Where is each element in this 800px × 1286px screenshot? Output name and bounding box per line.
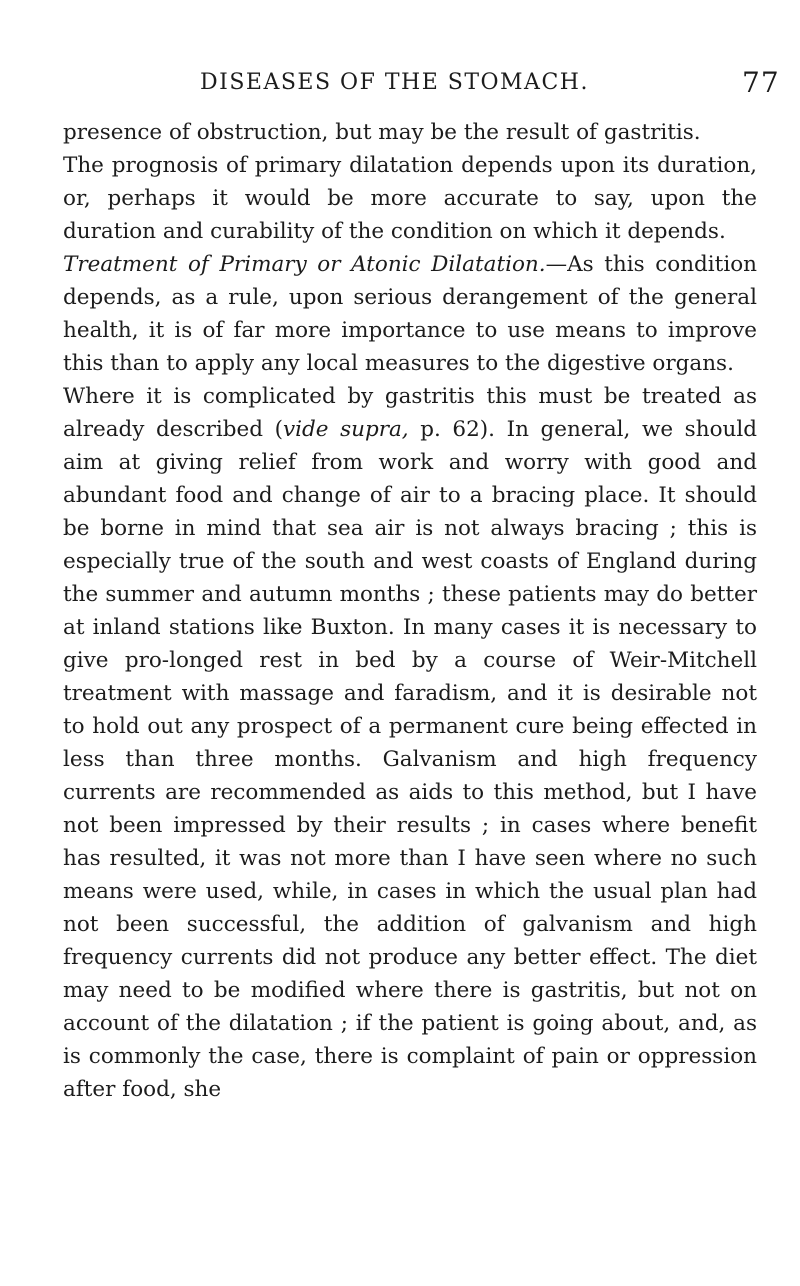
paragraph-4-rest: p. 62). In general, we should aim at giving relief from work and worry with good and abundant food and change of air to a bracing place. It should be borne in mind that sea air is not always bracing ; this is especially true of the south and west coasts of England during the summer and autumn months ; these patients may do better at inland stations like Buxton. In many cases it is necessary to give pro-longed rest in bed by a course of Weir-Mitchell treatment with massage and faradism, and it is desirable not to hold out any prospect of a permanent cure being effected in less than three months. Galvanism and high frequency currents are recommended as aids to this method, but I have not been impressed by their results ; in cases where benefit has resulted, it was not more than I have seen where no such means were used, while, in cases in which the usual plan had not been successful, the addition of galvanism and high frequency currents did not produce any better effect. The diet may need to be modified where there is gastritis, but not on account of the dilatation ; if the patient is going about, and, as is commonly the case, there is complaint of pain or oppression after food, she [63, 417, 757, 1102]
page-number: 77 [742, 66, 780, 99]
cross-reference: vide supra, [282, 417, 409, 442]
paragraph-3-text: —As this condition depends, as a rule, upon serious derangement of the general health, it is of far more importance to use means to improve this than to apply any local measures to the digestive organs. [63, 252, 757, 376]
paragraph-4-start: Where it is complicated by gastritis this must be treated as already described ( [63, 384, 757, 442]
body-text [63, 116, 757, 1106]
paragraph-2: The prognosis of primary dilatation depends upon its duration, or, perhaps it would be more accurate to say, upon the duration and curability of the condition on which it depends. [63, 153, 757, 244]
running-head-title: DISEASES OF THE STOMACH. [200, 70, 589, 95]
paragraph-4 [63, 380, 757, 1106]
section-heading-treatment: Treatment of Primary or Atonic Dilatation. [63, 252, 546, 277]
paragraph-3 [63, 248, 757, 380]
paragraph-1: presence of obstruction, but may be the result of gastritis. [63, 120, 701, 145]
